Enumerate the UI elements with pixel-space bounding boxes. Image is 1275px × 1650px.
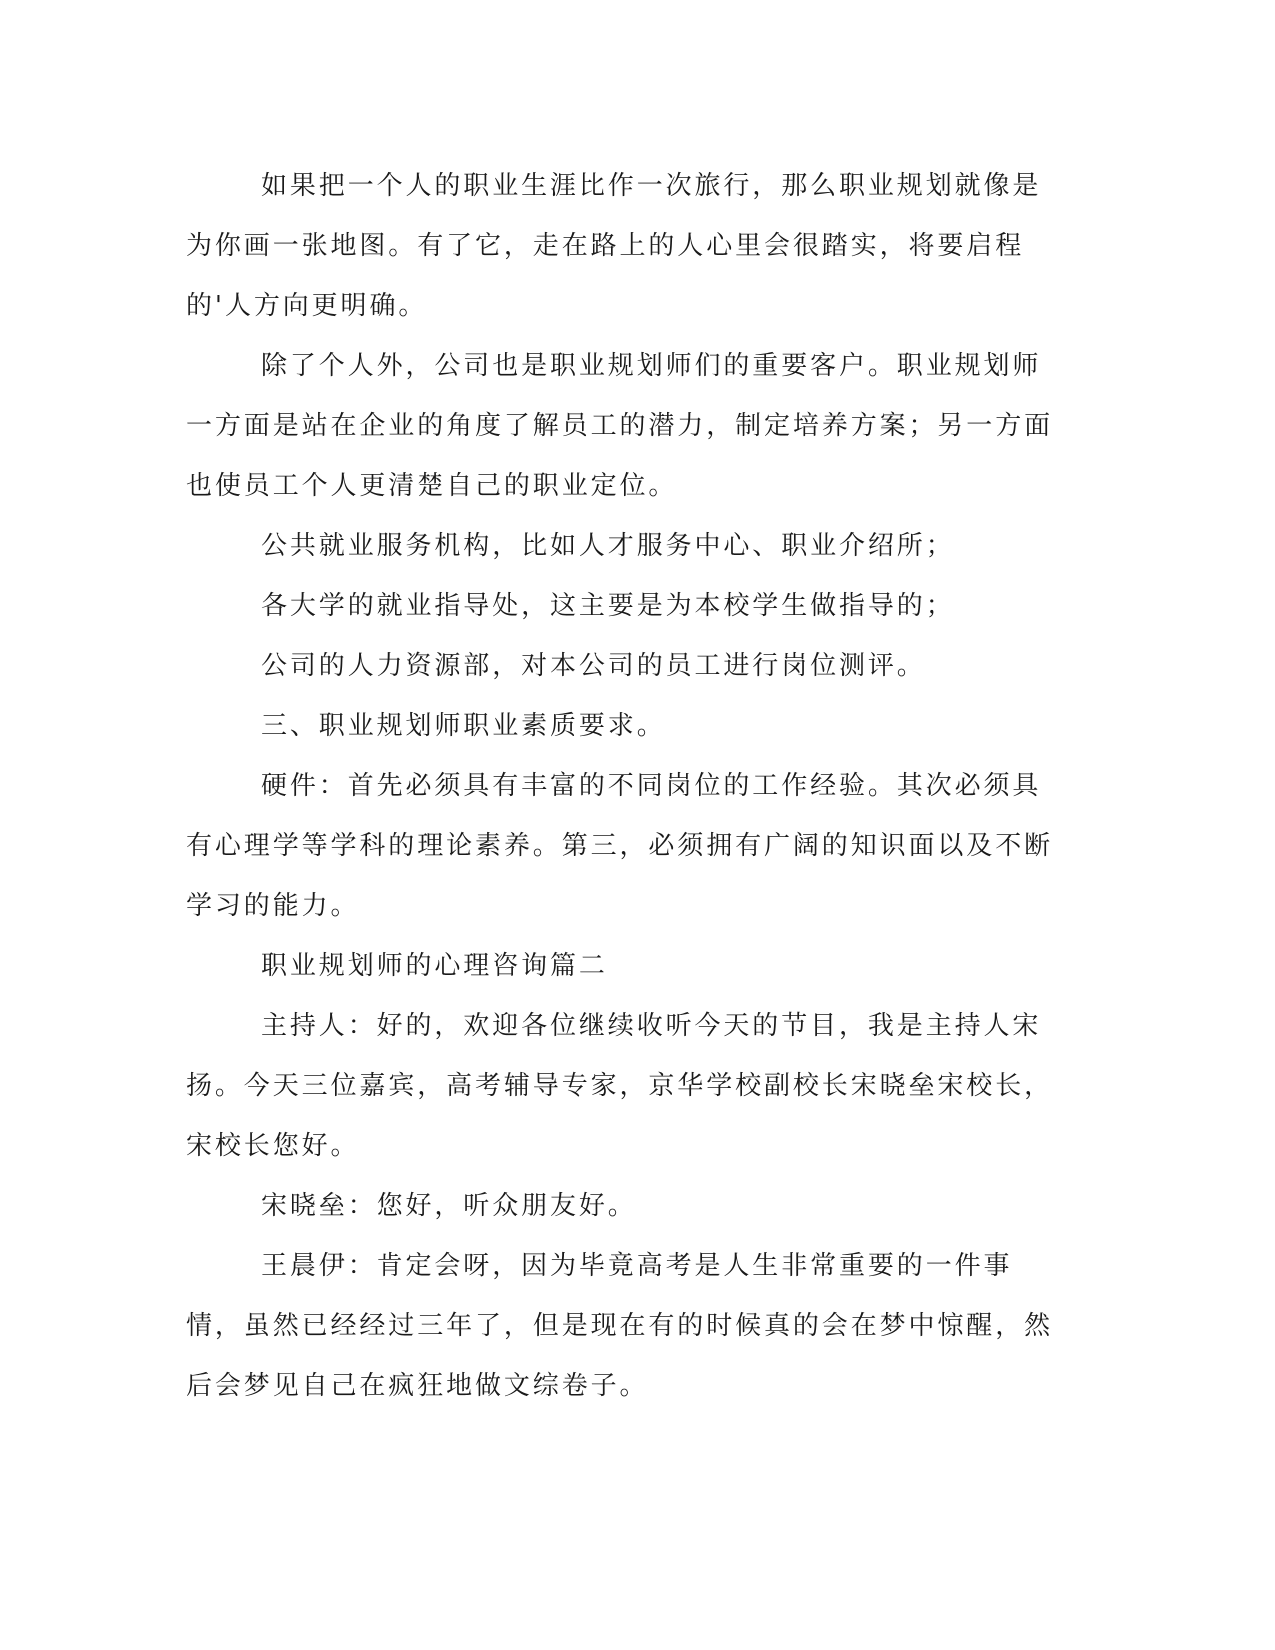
paragraph-host-intro: 主持人：好的，欢迎各位继续收听今天的节目，我是主持人宋扬。今天三位嘉宾，高考辅导专家，京华学校副校长宋晓垒宋校长，宋校长您好。 (186, 1011, 1054, 1161)
paragraph-hr-department: 公司的人力资源部，对本公司的员工进行岗位测评。 (261, 651, 926, 681)
paragraph-guest-greeting: 宋晓垒：您好，听众朋友好。 (261, 1191, 637, 1221)
section-heading-requirements: 三、职业规划师职业素质要求。 (261, 711, 666, 741)
paragraph-guest-recollection: 王晨伊：肯定会呀，因为毕竟高考是人生非常重要的一件事情，虽然已经经过三年了，但是现在有的时候真的会在梦中惊醒，然后会梦见自己在疯狂地做文综卷子。 (186, 1251, 1054, 1401)
section-title-part-two: 职业规划师的心理咨询篇二 (261, 951, 608, 981)
paragraph-public-employment: 公共就业服务机构，比如人才服务中心、职业介绍所； (261, 531, 955, 561)
paragraph-career-map: 如果把一个人的职业生涯比作一次旅行，那么职业规划就像是为你画一张地图。有了它，走在路上的人心里会很踏实，将要启程的'人方向更明确。 (186, 171, 1042, 321)
paragraph-company-clients: 除了个人外，公司也是职业规划师们的重要客户。职业规划师一方面是站在企业的角度了解员工的潜力，制定培养方案；另一方面也使员工个人更清楚自己的职业定位。 (186, 351, 1054, 501)
paragraph-university-guidance: 各大学的就业指导处，这主要是为本校学生做指导的； (261, 591, 955, 621)
paragraph-hardware-requirements: 硬件：首先必须具有丰富的不同岗位的工作经验。其次必须具有心理学等学科的理论素养。第三，必须拥有广阔的知识面以及不断学习的能力。 (186, 771, 1054, 921)
document-body (186, 156, 1066, 1416)
